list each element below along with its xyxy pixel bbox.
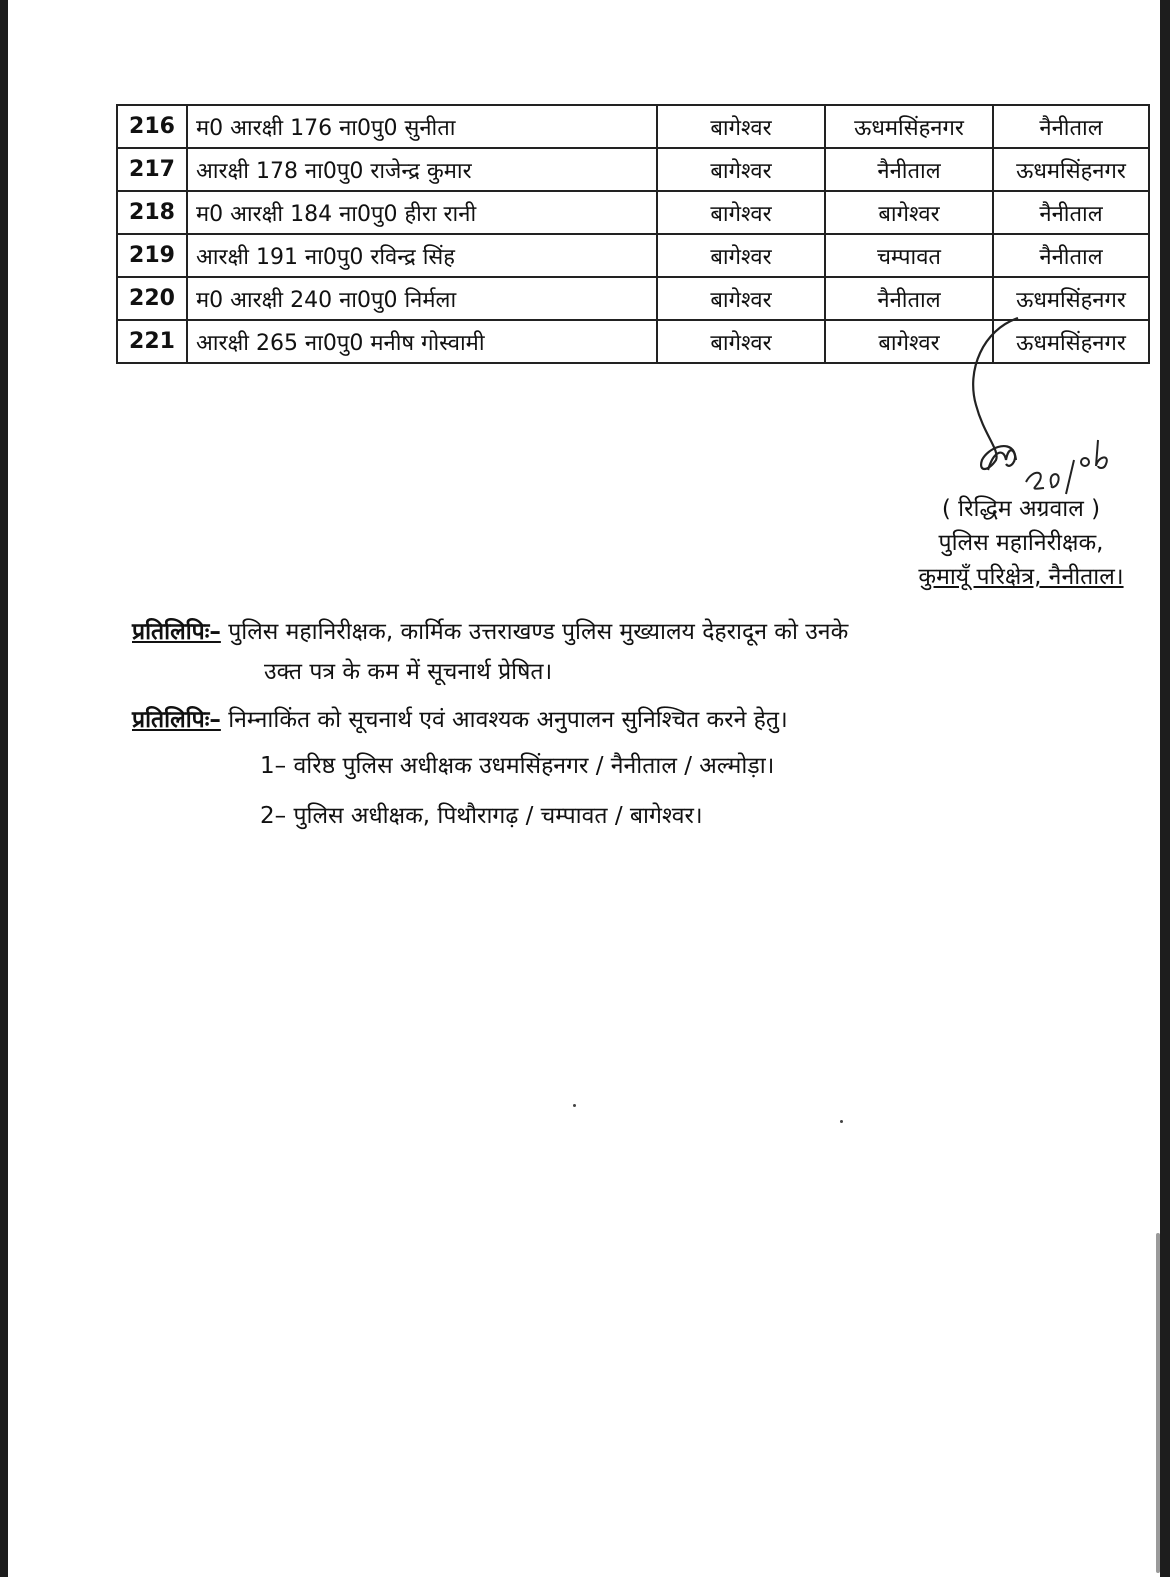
- current-district: बागेश्वर: [657, 105, 825, 148]
- copy-instruction-text: निम्नाकिंत को सूचनार्थ एवं आवश्यक अनुपालन सुनिश्चित करने हेतु।: [228, 707, 788, 733]
- signatory-designation: पुलिस महानिरीक्षक,: [938, 530, 1104, 556]
- option-district-2: नैनीताल: [993, 234, 1149, 277]
- signatory-office: कुमायूँ परिक्षेत्र, नैनीताल।: [918, 564, 1124, 590]
- copy-to-section-1: [132, 612, 1142, 692]
- employee-name: आरक्षी 265 ना0पु0 मनीष गोस्वामी: [187, 320, 657, 363]
- handwritten-signature: [948, 310, 1118, 510]
- table-row: [117, 191, 1149, 234]
- option-district-1: बागेश्वर: [825, 320, 993, 363]
- list-item: 2– पुलिस अधीक्षक, पिथौरागढ़ / चम्पावत / बागेश्वर।: [260, 803, 703, 829]
- option-district-1: नैनीताल: [825, 148, 993, 191]
- serial-number: 220: [117, 277, 187, 320]
- option-district-1: नैनीताल: [825, 277, 993, 320]
- table-row: [117, 234, 1149, 277]
- current-district: बागेश्वर: [657, 277, 825, 320]
- current-district: बागेश्वर: [657, 191, 825, 234]
- option-district-2: नैनीताल: [993, 105, 1149, 148]
- copy-label: प्रतिलिपिः–: [132, 707, 221, 733]
- employee-name: आरक्षी 191 ना0पु0 रविन्द्र सिंह: [187, 234, 657, 277]
- current-district: बागेश्वर: [657, 234, 825, 277]
- serial-number: 217: [117, 148, 187, 191]
- serial-number: 219: [117, 234, 187, 277]
- option-district-2: नैनीताल: [993, 191, 1149, 234]
- employee-name: म0 आरक्षी 176 ना0पु0 सुनीता: [187, 105, 657, 148]
- current-district: बागेश्वर: [657, 320, 825, 363]
- current-district: बागेश्वर: [657, 148, 825, 191]
- serial-number: 216: [117, 105, 187, 148]
- employee-name: म0 आरक्षी 184 ना0पु0 हीरा रानी: [187, 191, 657, 234]
- option-district-2: ऊधमसिंहनगर: [993, 320, 1149, 363]
- option-district-1: ऊधमसिंहनगर: [825, 105, 993, 148]
- signature-block: [876, 492, 1166, 594]
- table-row: [117, 148, 1149, 191]
- serial-number: 221: [117, 320, 187, 363]
- option-district-1: चम्पावत: [825, 234, 993, 277]
- employee-name: आरक्षी 178 ना0पु0 राजेन्द्र कुमार: [187, 148, 657, 191]
- copy-to-section-2: [132, 700, 1142, 740]
- scan-speck: [573, 1104, 576, 1107]
- copy-label: प्रतिलिपिः–: [132, 619, 221, 645]
- employee-name: म0 आरक्षी 240 ना0पु0 निर्मला: [187, 277, 657, 320]
- scrollbar[interactable]: [1156, 1233, 1160, 1573]
- copy-continuation-text: उक्त पत्र के कम में सूचनार्थ प्रेषित।: [264, 659, 553, 685]
- document-page: [8, 0, 1160, 1577]
- copy-recipient-text: पुलिस महानिरीक्षक, कार्मिक उत्तराखण्ड पुलिस मुख्यालय देहरादून को उनके: [228, 619, 849, 645]
- option-district-1: बागेश्वर: [825, 191, 993, 234]
- signatory-name: ( रिद्धिम अग्रवाल ): [941, 496, 1101, 522]
- serial-number: 218: [117, 191, 187, 234]
- option-district-2: ऊधमसिंहनगर: [993, 277, 1149, 320]
- option-district-2: ऊधमसिंहनगर: [993, 148, 1149, 191]
- scan-speck: [840, 1120, 843, 1123]
- list-item: 1– वरिष्ठ पुलिस अधीक्षक उधमसिंहनगर / नैनीताल / अल्मोड़ा।: [260, 753, 775, 779]
- table-row: [117, 105, 1149, 148]
